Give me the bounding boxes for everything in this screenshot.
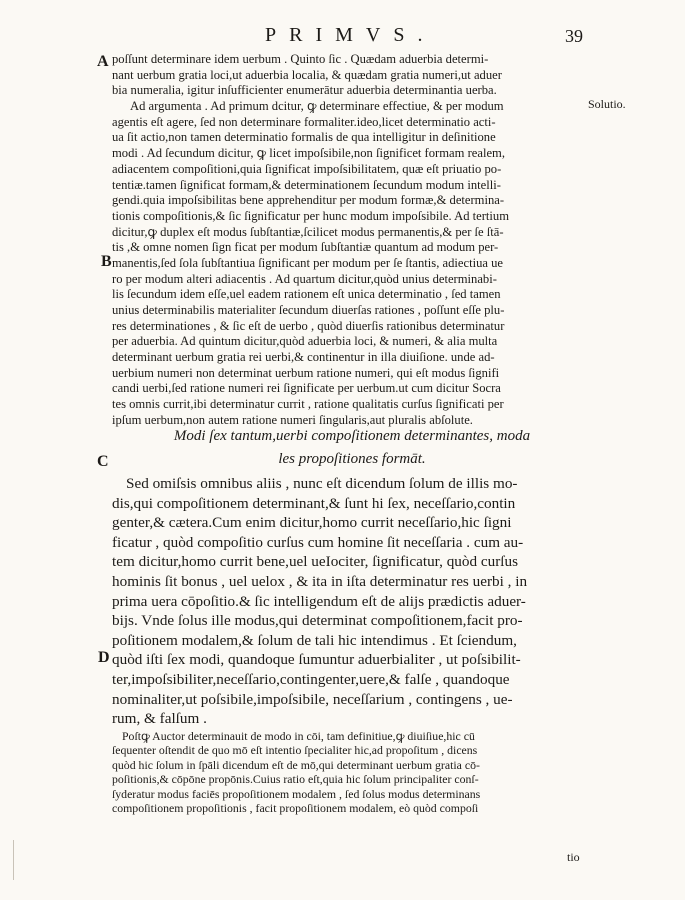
- text-line: dicitur,ꝙ duplex eſt modus ſubſtantiæ,ſcilicet modus permanentis,& per ſe ſtā-: [112, 224, 504, 239]
- text-line: poſitionis,& cōpōne propōnis.Cuius ratio eſt,quia hic ſolum principaliter conſ-: [112, 772, 479, 787]
- text-line: compoſitionem propoſitionis , facit propoſitionem modalem, eò quòd compoſi: [112, 800, 479, 815]
- text-line: Poſtꝙ Auctor determinauit de modo in cōi, tam definitiue,ꝙ diuiſiue,hic cū: [122, 729, 475, 743]
- text-line: determinant uerbum gratia rei uerbi,& continentur in illa diuiſione. unde ad-: [112, 350, 495, 365]
- text-line: poſſunt determinare idem uerbum . Quinto ſic . Quædam aduerbia determi-: [112, 52, 489, 66]
- section-heading-line-2: les propoſitiones formāt.: [278, 451, 426, 467]
- text-line: gendi.quia impoſsibilitas bene apprehenditur per modum formæ,& determina-: [112, 193, 505, 208]
- text-line: ſyderatur modus faciēs propoſitionem modalem , ſed ſolus modus determinans: [112, 786, 481, 801]
- text-line: ficatur , quòd compoſitio curſus cum homine ſit neceſſaria . cum au-: [112, 533, 524, 551]
- page-number: 39: [565, 26, 583, 46]
- text-line: prima uera cōpoſitio.& ſic intelligendum eſt de alijs prædictis aduer-: [112, 592, 526, 610]
- text-line: lis ſecundum idem eſſe,uel eadem rationem eſt unica determinatio , ſed tamen: [112, 287, 501, 302]
- text-line: bijs. Vnde ſolus ille modus,qui determinat compoſitionem,facit pro-: [112, 612, 523, 630]
- text-line: tes omnis currit,ibi determinatur currit , ratione qualitatis curſus ſignificati per: [112, 397, 504, 412]
- text-line: Sed omiſsis omnibus aliis , nunc eſt dicendum ſolum de illis mo-: [126, 475, 518, 492]
- text-line: quòd iſti ſex modi, quandoque ſumuntur aduerbialiter , ut poſsibilit-: [112, 651, 521, 669]
- text-line: ua ſit actio,non tamen determinatio formalis de qua intelligitur in deſinitione: [112, 130, 496, 145]
- text-line: uerbium numeri non determinat uerbum ratione numeri, qui eſt modus ſignifi: [112, 365, 500, 380]
- text-line: ter,impoſsibiliter,neceſſario,contingenter,uere,& falſe , quandoque: [112, 670, 510, 688]
- text-line: dis,qui compoſitionem determinant,& ſunt hi ſex, neceſſario,contin: [112, 494, 516, 512]
- text-line: tionis compoſitionis,& ſic ſignificatur per hunc modum impoſsibile. Ad tertium: [112, 208, 510, 223]
- margin-marker-c: C: [97, 453, 109, 470]
- page-edge-mark: [13, 840, 14, 880]
- main-text-paragraph: [112, 474, 527, 729]
- section-heading-line-1: Modi ſex tantum,uerbi compoſitionem determinantes, moda: [173, 428, 531, 444]
- text-line: Ad argumenta . Ad primum dcitur, ꝙ determinare effectiue, & per modum: [130, 99, 504, 114]
- text-line: adiacentem compoſitioni,quia ſignificat impoſsibilitatem, quæ eſt priuatio po-: [112, 161, 502, 176]
- text-line: nant uerbum gratia loci,ut aduerbia localia, & quædam gratia numeri,ut aduer: [112, 67, 502, 82]
- text-line: unius determinabilis materialiter ſecundum diuerſas rationes , poſſunt eſſe plu-: [112, 303, 505, 317]
- text-line: candi uerbi,ſed ratione numeri rei ſignificate per uerbum.ut cum dicitur Socra: [112, 381, 501, 396]
- catchword: tio: [567, 850, 580, 864]
- running-header: [0, 24, 685, 54]
- commentary-upper-paragraphs: [112, 52, 509, 429]
- text-line: res determinationes , & ſic eſt de uerbo , quòd diuerſis rationibus determinatur: [112, 318, 505, 333]
- text-line: hominis ſit bonus , uel uelox , & ita in iſta determinatur res uerbi , in: [112, 572, 528, 590]
- margin-marker-b: B: [101, 253, 112, 270]
- text-line: ipſum uerbum,non autem ratione numeri ſingularis,aut pluralis abſolute.: [112, 412, 473, 427]
- gloss-paragraph: [112, 729, 480, 815]
- text-line: bia numeralia, igitur inſufficienter enumerātur aduerbia determinantia uerba.: [112, 83, 497, 98]
- text-line: ro per modum alteri adiacentis . Ad quartum dicitur,quòd unius determinabi-: [112, 271, 497, 286]
- text-line: tentiæ.tamen ſignificat formam,& determinationem ſecundum modum intelli-: [112, 177, 501, 192]
- text-line: per aduerbia. Ad quintum dicitur,quòd aduerbia loci, & numeri, & alia multa: [112, 334, 498, 349]
- text-line: tem dicitur,homo currit bene,uel ueIociter, ſignificatur, quòd curſus: [112, 553, 518, 571]
- text-line: modi . Ad ſecundum dicitur, ꝙ licet impoſsibile,non ſignificet formam realem,: [112, 146, 505, 161]
- text-line: manentis,ſed ſola ſubſtantiua ſignificant per modum per ſe ſtantis, adiectiua ue: [112, 255, 503, 270]
- text-line: genter,& cætera.Cum enim dicitur,homo currit neceſſario,hic ſigni: [112, 514, 512, 532]
- text-line: ſequenter oſtendit de quo mō eſt intentio ſpecialiter hic,ad propoſitum , dicens: [112, 743, 478, 758]
- running-title: PRIMVS.: [265, 24, 436, 46]
- margin-marker-d: D: [98, 649, 110, 666]
- side-note-solutio: Solutio.: [588, 97, 626, 111]
- text-line: rum, & falſum .: [112, 710, 207, 728]
- margin-marker-a: A: [97, 53, 109, 70]
- text-line: agentis eſt agere, ſed non determinare formaliter.ideo,licet determinatio acti-: [112, 114, 496, 129]
- text-line: quòd hic ſolum in ſpāli dicendum eſt de mō,qui determinant uerbum gratia cō-: [112, 757, 480, 772]
- text-line: nominaliter,ut poſsibile,impoſsibile, neceſſarium , contingens , ue-: [112, 690, 513, 708]
- text-line: tis ,& omne nomen ſign ficat per modum ſubſtantiæ quantum ad modum per-: [112, 240, 499, 255]
- text-line: poſitionem modalem,& ſolum de tali hic intendimus . Et ſciendum,: [112, 631, 517, 649]
